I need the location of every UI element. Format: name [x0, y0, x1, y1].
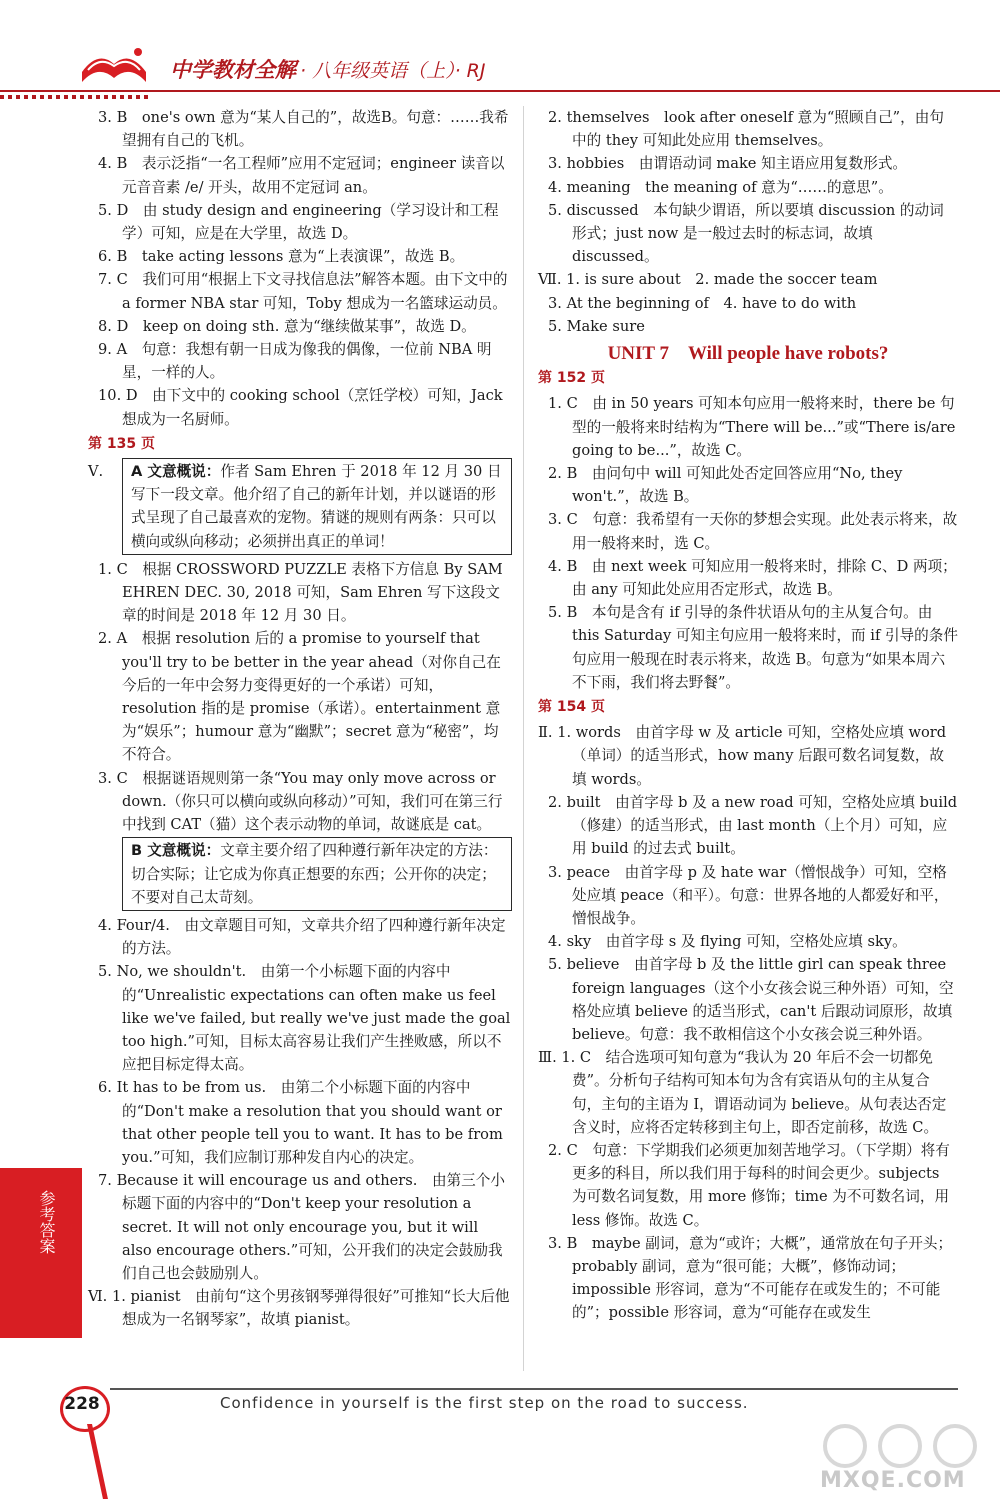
- page-reference: 第 154 页: [538, 699, 605, 716]
- answer-item: 4. B 由 next week 可知应用一般将来时，排除 C、D 两项；由 any 可知此处应用否定形式，故选 B。: [548, 557, 957, 599]
- footer-rule: [110, 1388, 958, 1390]
- page-reference: 第 135 页: [88, 435, 155, 452]
- answer-item: 3. hobbies 由谓语动词 make 知主语应用复数形式。: [548, 155, 908, 173]
- summary-box-a: [122, 458, 512, 555]
- side-tab-label: 参考答案: [37, 1190, 56, 1254]
- left-column: [88, 106, 512, 1332]
- answer-item: 5. No, we shouldn't. 由第一个小标题下面的内容中的“Unrealistic expectations can often make us feel like we've failed, but really we've just made the goal too high.”可知，目标太高容易让我们产生挫败感，所以不应把目标定得太高。: [98, 963, 511, 1074]
- section-number: Ⅴ.: [88, 463, 104, 481]
- answer-item: 4. meaning the meaning of 意为“……的意思”。: [548, 178, 893, 196]
- book-subtitle: · 八年级英语（上）· RJ: [300, 60, 486, 82]
- answer-item: 5. B 本句是含有 if 引导的条件状语从句的主从复合句。由 this Saturday 可知主句应用一般将来时，而 if 引导的条件句应用一般现在时表示将来，故选 B。句意为“如果本周六不下雨，我们将去野餐”。: [548, 604, 958, 691]
- summary-text: 文章主要介绍了四种遵行新年决定的方法：切合实际；让它成为你真正想要的东西；公开你的决定；不要对自己太苛刻。: [131, 842, 498, 906]
- unit-title: UNIT 7 Will people have robots?: [607, 343, 889, 365]
- answer-item: Ⅵ. 1. pianist 由前句“这个男孩钢琴弹得很好”可推知“长大后他想成为一名钢琴家”，故填 pianist。: [88, 1288, 510, 1329]
- column-divider: [523, 106, 524, 1371]
- answer-item: 6. It has to be from us. 由第二个小标题下面的内容中的“Don't make a resolution that you should want or that other people tell you to want. It has to be from you.”可知，我们应制订那种发自内心的决定。: [98, 1079, 503, 1166]
- answer-item: 8. D keep on doing sth. 意为“继续做某事”，故选 D。: [98, 317, 476, 335]
- footer-motto: Confidence in yourself is the first step on the road to success.: [220, 1394, 749, 1412]
- answer-item: 5. Make sure: [548, 317, 645, 335]
- decorative-stroke: [87, 1424, 108, 1499]
- answer-item: Ⅶ. 1. is sure about 2. made the soccer team: [538, 271, 878, 289]
- answer-item: 3. C 根据谜语规则第一条“You may only move across or down.（你只可以横向或纵向移动）”可知，我们可在第三行中找到 CAT（猫）这个表示动物的单词，故谜底是 cat。: [98, 769, 503, 834]
- answer-item: 2. built 由首字母 b 及 a new road 可知，空格处应填 build（修建）的适当形式，由 last month（上个月）可知，应用 build 的过去式 built。: [548, 793, 958, 858]
- page-reference: 第 152 页: [538, 370, 605, 387]
- answer-item: 2. themselves look after oneself 意为“照顾自己”，由句中的 they 可知此处应用 themselves。: [548, 109, 944, 150]
- answer-item: 1. C 根据 CROSSWORD PUZZLE 表格下方信息 By SAM EHREN DEC. 30, 2018 可知，Sam Ehren 写下这段文章的时间是 2018 年 12 月 30 日。: [98, 560, 503, 625]
- page-header: [0, 0, 1000, 95]
- answer-item: 7. Because it will encourage us and others. 由第三个小标题下面的内容中的“Don't keep your resolution a secret. It will not only encourage you, but it will also encourage others.”可知，公开我们的决定会鼓励我们自己也会鼓励别人。: [98, 1172, 505, 1282]
- answer-item: 6. B take acting lessons 意为“上表演课”，故选 B。: [98, 248, 465, 266]
- header-dots: [0, 95, 150, 99]
- answer-item: Ⅱ. 1. words 由首字母 w 及 article 可知，空格处应填 word（单词）的适当形式，how many 后跟可数名词复数，故填 words。: [538, 724, 947, 788]
- answer-item: 4. Four/4. 由文章题目可知，文章共介绍了四种遵行新年决定的方法。: [98, 916, 506, 958]
- answer-item: 7. C 我们可用“根据上下文寻找信息法”解答本题。由下文中的 a former NBA star 可知，Toby 想成为一名篮球运动员。: [98, 271, 508, 312]
- book-title: 中学教材全解: [170, 58, 296, 82]
- answer-item: 2. B 由问句中 will 可知此处否定回答应用“No, they won't.”，故选 B。: [548, 465, 903, 506]
- summary-text: 作者 Sam Ehren 于 2018 年 12 月 30 日写下一段文章。他介绍了自己的新年计划，并以谜语的形式呈现了自己最喜欢的宠物。猜谜的规则有两条：只可以横向或纵向移动；必须拼出真正的单词！: [131, 463, 502, 550]
- page-number: 228: [64, 1394, 100, 1414]
- answer-item: 1. C 由 in 50 years 可知本句应用一般将来时，there be 句型的一般将来时结构为“There will be...”或“There is/are going to be...”，故选 C。: [548, 395, 956, 459]
- answer-item: 5. discussed 本句缺少谓语，所以要填 discussion 的动词形式；just now 是一般过去时的标志词，故填 discussed。: [548, 201, 944, 266]
- answer-item: 3. C 句意：我希望有一天你的梦想会实现。此处表示将来，故用一般将来时，选 C。: [548, 511, 958, 552]
- answer-item: 10. D 由下文中的 cooking school（烹饪学校）可知，Jack 想成为一名厨师。: [98, 387, 503, 428]
- answer-item: 3. B one's own 意为“某人自己的”，故选B。句意：……我希望拥有自己的飞机。: [98, 109, 509, 150]
- answer-item: 5. D 由 study design and engineering（学习设计和工程学）可知，应是在大学里，故选 D。: [98, 201, 499, 243]
- answer-item: 3. At the beginning of 4. have to do with: [548, 294, 857, 312]
- summary-box-b: [122, 837, 512, 911]
- watermark-text: MXQE.COM: [820, 1468, 966, 1493]
- answer-item: 4. B 表示泛指“一名工程师”应用不定冠词；engineer 读音以元音音素 /e/ 开头，故用不定冠词 an。: [98, 155, 505, 196]
- answer-item: 9. A 句意：我想有朝一日成为像我的偶像，一位前 NBA 明星，一样的人。: [98, 341, 492, 382]
- answer-item: 3. peace 由首字母 p 及 hate war（憎恨战争）可知，空格处应填 peace（和平）。句意：世界各地的人都爱好和平，憎恨战争。: [548, 863, 949, 927]
- header-rule: [0, 90, 1000, 92]
- right-column: [538, 106, 958, 1325]
- answer-item: 5. believe 由首字母 b 及 the little girl can speak three foreign languages（这个小女孩会说三种外语）可知，空格处应填 believe 的适当形式，can't 后跟动词原形，故填 believe。句意：我不敢相信这个小女孩会说三种外语。: [548, 956, 954, 1043]
- answer-item: 4. sky 由首字母 s 及 flying 可知，空格处应填 sky。: [548, 933, 907, 951]
- summary-label: B 文意概说：: [131, 842, 221, 860]
- book-logo-icon: [78, 42, 150, 88]
- answer-item: Ⅲ. 1. C 结合选项可知句意为“我认为 20 年后不会一切都免费”。分析句子结构可知本句为含有宾语从句的主从复合句，主句的主语为 I，谓语动词为 believe。从句表达否定含义时，应将否定转移到主句上，即否定前移，故选 C。: [538, 1049, 947, 1136]
- answer-item: 2. C 句意：下学期我们必须更加刻苦地学习。（下学期）将有更多的科目，所以我们用于每科的时间会更少。subjects 为可数名词复数，用 more 修饰；time 为不可数名词，用 less 修饰。故选 C。: [548, 1141, 950, 1229]
- answer-item: 3. B maybe 副词，意为“或许；大概”，通常放在句子开头；probably 副词，意为“很可能；大概”，修饰动词；impossible 形容词，意为“不可能存在或发生的；不可能的”；possible 形容词，意为“可能存在或发生: [548, 1234, 953, 1322]
- summary-label: A 文意概说：: [131, 463, 221, 481]
- answer-item: 2. A 根据 resolution 后的 a promise to yourself that you'll try to be better in the year ahead（对你自己在今后的一年中会努力变得更好的一个承诺）可知，resolution 指的是 promise（承诺）。entertainment 意为“娱乐”；humour 意为“幽默”；secret 意为“秘密”，均不符合。: [98, 630, 501, 764]
